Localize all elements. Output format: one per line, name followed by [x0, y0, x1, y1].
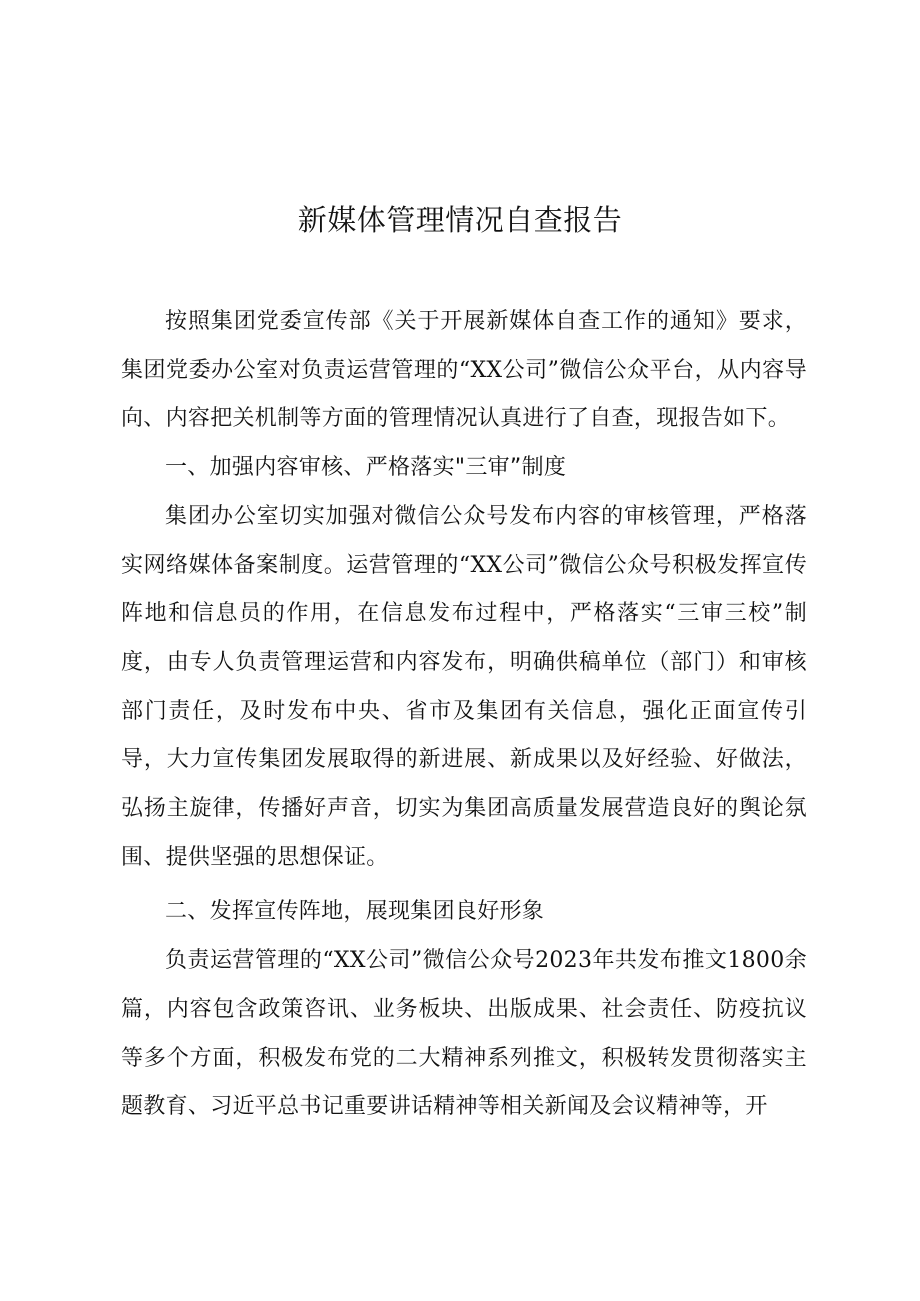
- section-heading-2: 二、发挥宣传阵地，展现集团良好形象: [165, 899, 545, 925]
- document-body: [121, 298, 807, 1132]
- section-heading-1: 一、加强内容审核、严格落实"三审”制度: [165, 455, 567, 481]
- section-1-paragraph: 集团办公室切实加强对微信公众号发布内容的审核管理，严格落实网络媒体备案制度。运营管理的“XX公司”微信公众号积极发挥宣传阵地和信息员的作用，在信息发布过程中，严格落实“三审三校”制度，由专人负责管理运营和内容发布，明确供稿单位（部门）和审核部门责任，及时发布中央、省市及集团有关信息，强化正面宣传引导，大力宣传集团发展取得的新进展、新成果以及好经验、好做法，弘扬主旋律，传播好声音，切实为集团高质量发展营造良好的舆论氛围、提供坚强的思想保证。: [121, 503, 807, 870]
- intro-paragraph: 按照集团党委宣传部《关于开展新媒体自查工作的通知》要求，集团党委办公室对负责运营管理的“XX公司”微信公众平台，从内容导向、内容把关机制等方面的管理情况认真进行了自查，现报告如下。: [121, 309, 807, 432]
- section-2-paragraph: 负责运营管理的“XX公司”微信公众号2023年共发布推文1800余篇，内容包含政策咨讯、业务板块、出版成果、社会责任、防疫抗议等多个方面，积极发布党的二大精神系列推文，积极转发贯彻落实主题教育、习近平总书记重要讲话精神等相关新闻及会议精神等，开: [121, 948, 807, 1120]
- document-title: 新媒体管理情况自查报告: [297, 203, 623, 237]
